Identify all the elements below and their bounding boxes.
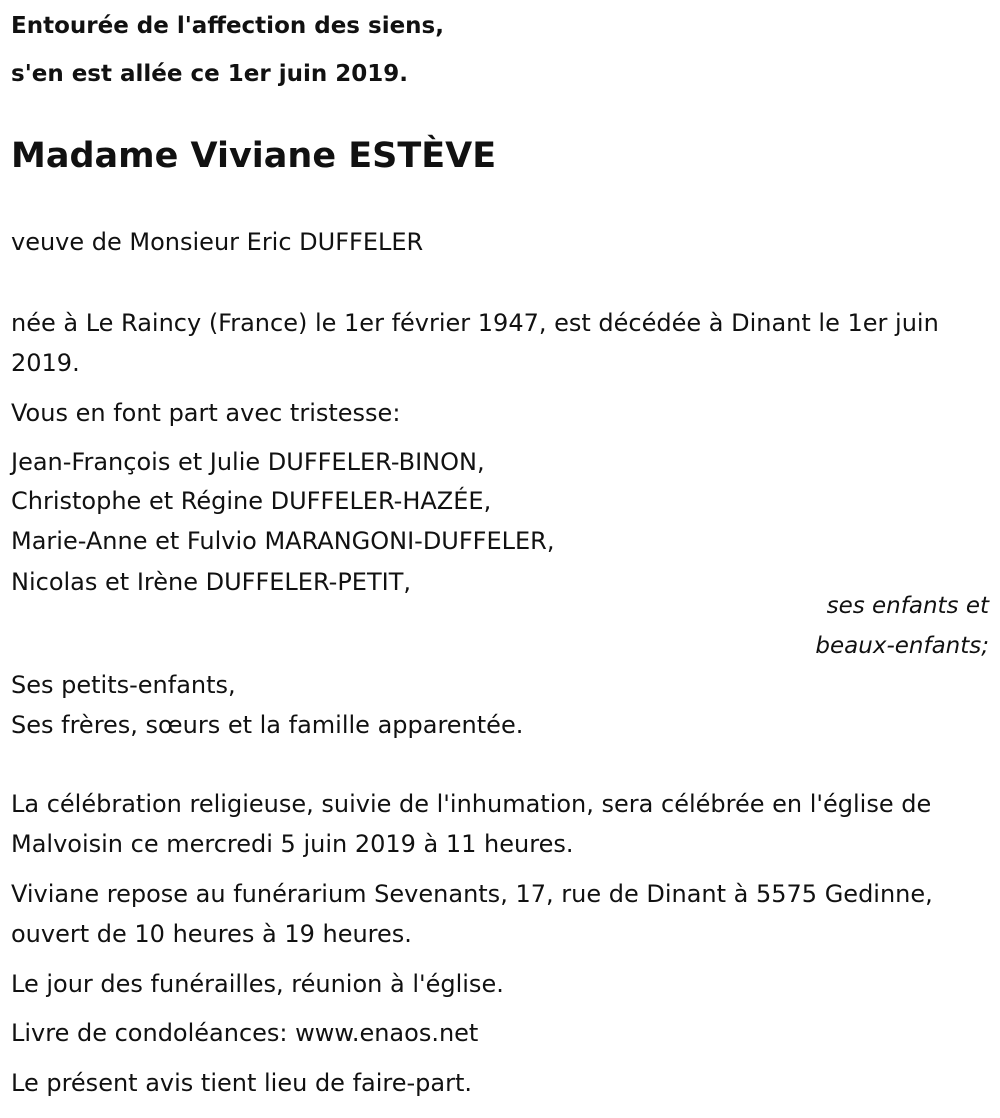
children-role-line-2: beaux-enfants; [815,633,989,659]
children-line-4: Nicolas et Irène DUFFELER-PETIT, [11,568,411,596]
children-line-1: Jean-François et Julie DUFFELER-BINON, [11,448,485,476]
intro-line-1: Entourée de l'affection des siens, [11,13,444,39]
birth-death-statement: née à Le Raincy (France) le 1er février 1947, est décédée à Dinant le 1er juin 2019. [11,309,939,377]
deceased-name: Madame Viviane ESTÈVE [11,136,497,176]
children-line-2: Christophe et Régine DUFFELER-HAZÉE, [11,487,492,515]
widow-of: veuve de Monsieur Eric DUFFELER [11,228,424,256]
intro-line-2: s'en est allée ce 1er juin 2019. [11,61,408,87]
family-line-2: Ses frères, sœurs et la famille apparentée. [11,711,524,739]
ceremony-details: La célébration religieuse, suivie de l'inhumation, sera célébrée en l'église de Malvoisin ce mercredi 5 juin 2019 à 11 heures. [11,790,932,858]
notice-line: Le présent avis tient lieu de faire-part. [11,1069,473,1097]
children-role-line-1: ses enfants et [826,593,989,619]
funeral-day-note: Le jour des funérailles, réunion à l'église. [11,970,504,998]
repose-details: Viviane repose au funérarium Sevenants, 17, rue de Dinant à 5575 Gedinne, ouvert de 10 heures à 19 heures. [11,880,933,948]
children-line-3: Marie-Anne et Fulvio MARANGONI-DUFFELER, [11,527,555,555]
condolences-line: Livre de condoléances: www.enaos.net [11,1019,479,1047]
announcement-line: Vous en font part avec tristesse: [11,399,401,427]
family-line-1: Ses petits-enfants, [11,671,236,699]
